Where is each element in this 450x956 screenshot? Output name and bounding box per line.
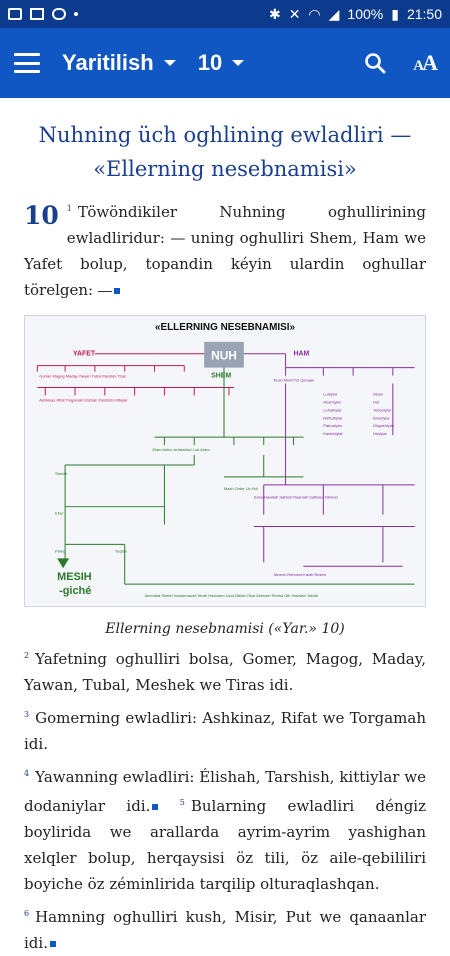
nuh-label: NUH xyxy=(211,348,237,363)
bluetooth-icon: ✱ xyxy=(268,5,281,22)
svg-text:Ludiylar: Ludiylar xyxy=(323,391,338,397)
status-bar-left xyxy=(8,8,78,20)
verse-text[interactable]: Yawanning ewladliri: Élishah, Tarshish, kittiylar we dodaniylar idi. xyxy=(24,768,426,815)
status-bar-right xyxy=(269,6,442,23)
verse-2 xyxy=(24,643,426,698)
battery-level: 100% xyxy=(347,6,384,22)
menu-icon[interactable] xyxy=(14,53,40,73)
svg-text:Sidon: Sidon xyxy=(372,391,384,397)
flag-icon xyxy=(30,8,44,20)
svg-text:Almodad Shelef Hazarmawet Yera: Almodad Shelef Hazarmawet Yerah Hadoram Uzal Diklah Obal Abimael Sheba Ofir Hawilah Yobab xyxy=(144,593,318,599)
verse-number: 3 xyxy=(24,710,30,719)
svg-text:Shelah: Shelah xyxy=(55,470,68,476)
verse-1 xyxy=(24,196,426,303)
footnote-marker-icon[interactable] xyxy=(50,941,56,947)
verse-text[interactable]: Hamning oghulliri kush, Misir, Put we qanaanlar idi. xyxy=(24,908,426,952)
genealogy-diagram[interactable] xyxy=(24,315,426,607)
shem-label: SHEM xyxy=(211,372,232,380)
wifi-icon: ◠ xyxy=(308,5,321,22)
verse-6 xyxy=(24,901,426,956)
notification-dot-icon xyxy=(74,12,78,16)
svg-text:Amoriylar: Amoriylar xyxy=(372,415,390,421)
search-icon[interactable] xyxy=(363,51,387,75)
reader-content xyxy=(0,118,450,956)
footnote-marker-icon[interactable] xyxy=(114,288,120,294)
verse-text[interactable]: Yafetning oghulliri bolsa, Gomer, Magog, Maday, Yawan, Tubal, Meshek we Tiras idi. xyxy=(24,650,426,694)
book-name: Yaritilish xyxy=(62,50,154,75)
status-bar xyxy=(0,0,450,28)
image-icon xyxy=(8,8,22,20)
svg-text:Patrusiylar: Patrusiylar xyxy=(323,423,343,429)
yafet-label: YAFET xyxy=(73,350,96,358)
svg-text:Eber: Eber xyxy=(55,510,64,516)
svg-text:Hiwiylar: Hiwiylar xyxy=(372,431,387,437)
svg-text:Lehabiylar: Lehabiylar xyxy=(323,407,342,413)
svg-text:Kasluhiylar: Kasluhiylar xyxy=(323,431,343,437)
mute-icon: ✕ xyxy=(288,5,301,22)
section-title: Nuhning üch oghlining ewladliri — «Ellerning nesebnamisi» xyxy=(38,123,412,181)
svg-text:Nineve Rehobot Kalah Resen: Nineve Rehobot Kalah Resen xyxy=(273,572,326,578)
svg-text:Ashkinaz Rifat Torgamah Elisha: Ashkinaz Rifat Torgamah Elishah Tarshish Kittiylar xyxy=(39,397,128,403)
svg-text:Kush Misir Put Qanaan: Kush Misir Put Qanaan xyxy=(273,377,315,383)
verse-3 xyxy=(24,702,426,757)
footnote-marker-icon[interactable] xyxy=(152,804,158,810)
mesih-suffix: -giché xyxy=(59,585,92,598)
svg-text:Mash Geter Uz Hul: Mash Geter Uz Hul xyxy=(224,485,258,491)
mesih-label: MESIH xyxy=(57,571,92,584)
svg-text:Gomer Magog Maday Yawan Tubal: Gomer Magog Maday Yawan Tubal Meshek Tiras xyxy=(39,373,127,379)
svg-text:Elam Ashur Arfakshad Lud Aram: Elam Ashur Arfakshad Lud Aram xyxy=(152,447,210,453)
chevron-down-icon xyxy=(164,60,176,66)
book-selector[interactable] xyxy=(62,50,176,76)
svg-text:Naftuhiylar: Naftuhiylar xyxy=(323,415,343,421)
diagram-heading: «ELLERNING NESEBNAMISI» xyxy=(154,321,296,333)
verse-number: 1 xyxy=(66,204,72,213)
cloud-icon xyxy=(52,8,66,20)
svg-text:Anamiylar: Anamiylar xyxy=(323,399,341,405)
figure-caption: Ellerning nesebnamisi («Yar.» 10) xyxy=(105,621,345,637)
svg-text:Yebusiylar: Yebusiylar xyxy=(372,407,392,413)
svg-text:Girgashiylar: Girgashiylar xyxy=(372,423,395,429)
app-bar xyxy=(0,28,450,98)
verse-number: 6 xyxy=(24,909,30,918)
chevron-down-icon xyxy=(232,60,244,66)
chapter-drop-number: 10 xyxy=(24,201,59,230)
verse-text[interactable]: Töwöndikiler Nuhning oghullirining ewladliridur: — uning oghulliri Shem, Ham we Yafet bolup, topandin kéyin ulardin oghullar törelgen: xyxy=(24,203,426,299)
svg-text:Peleg: Peleg xyxy=(55,548,66,554)
verse-number: 4 xyxy=(24,769,30,778)
svg-text:Seba Hawilah Sabtah Raamah Sab: Seba Hawilah Sabtah Raamah Sabteka Nimrod xyxy=(253,494,338,500)
font-size-icon[interactable]: AA xyxy=(413,50,436,75)
svg-text:Het: Het xyxy=(372,399,380,405)
verse-number: 5 xyxy=(179,798,185,807)
verse-text[interactable]: Gomerning ewladliri: Ashkinaz, Rifat we Torgamah idi. xyxy=(24,709,426,753)
verse-text[interactable]: Bularning ewladliri déngiz boylirida we arallarda ayrim-ayrim yashighan xelqler bolup, herqaysisi öz tili, öz aile-qebililiri boyiche öz zéminlirida tarqilip olturaqlashqan. xyxy=(24,797,426,893)
svg-text:Yoqtan: Yoqtan xyxy=(114,548,127,554)
footnote-line xyxy=(98,291,112,292)
chapter-selector[interactable] xyxy=(198,50,244,76)
verse-number: 2 xyxy=(24,651,30,660)
signal-icon: ◢ xyxy=(328,5,340,22)
verse-4-5 xyxy=(24,761,426,897)
battery-icon: ▮ xyxy=(391,5,399,22)
chapter-number: 10 xyxy=(197,50,223,75)
clock: 21:50 xyxy=(406,6,442,22)
ham-label: HAM xyxy=(293,350,310,358)
